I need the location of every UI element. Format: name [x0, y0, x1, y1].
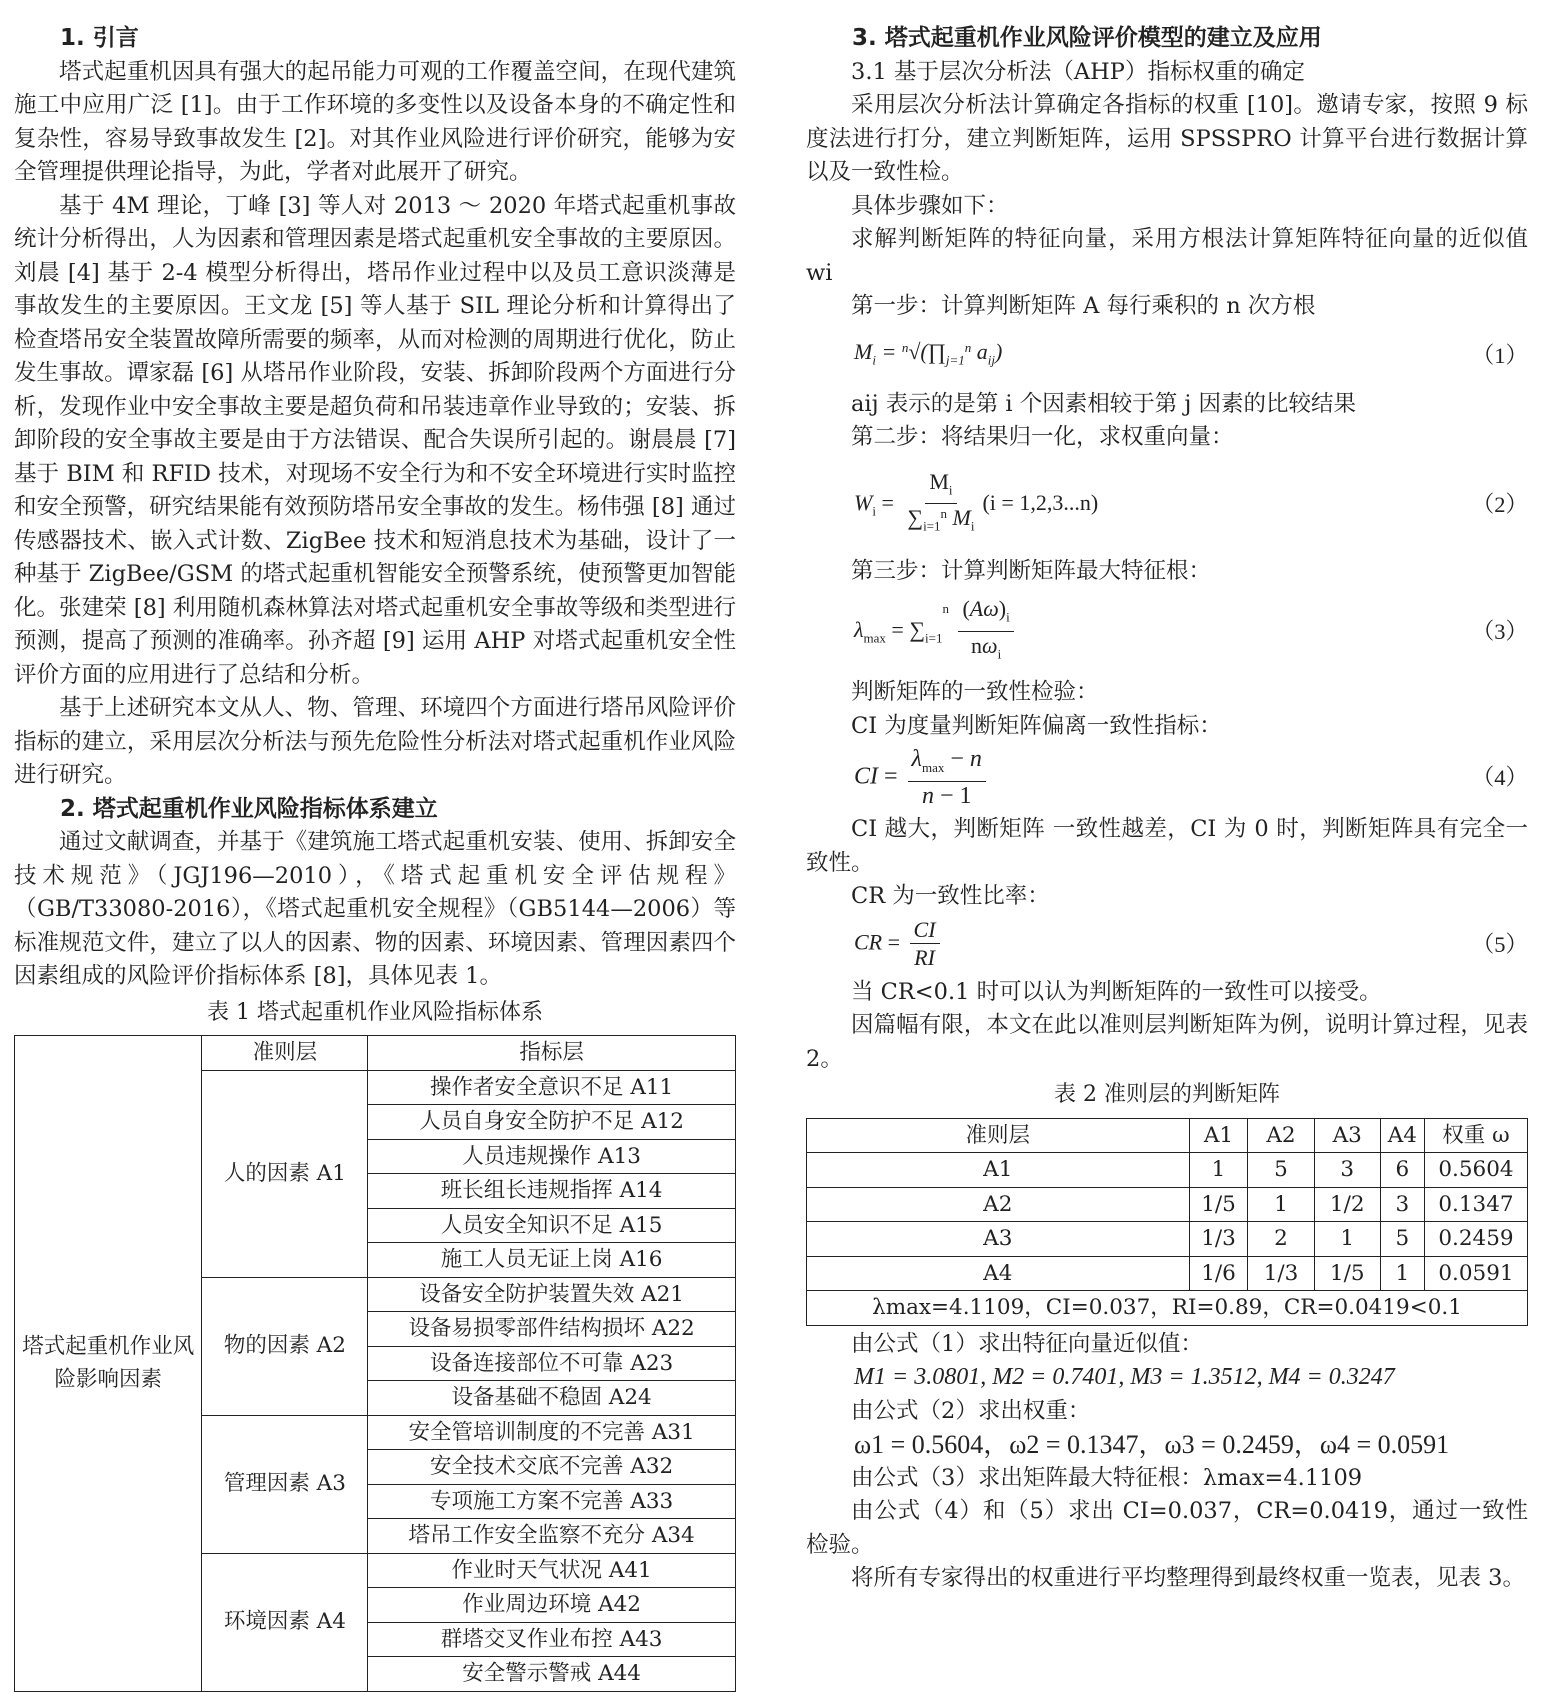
table-2-cell: 1/5 — [1314, 1256, 1380, 1291]
equation-5-number: （5） — [1471, 931, 1528, 957]
table-2-footer-row — [807, 1291, 1528, 1326]
table-1-header-row — [15, 1036, 736, 1071]
table-2-cell: 1/3 — [1189, 1222, 1248, 1257]
table-2-footer: λmax=4.1109，CI=0.037，RI=0.89，CR=0.0419<0.1 — [807, 1291, 1528, 1326]
equation-2 — [806, 455, 1528, 555]
table-1-index-cell: 设备连接部位不可靠 A23 — [368, 1346, 736, 1381]
table-1-criteria-cell: 管理因素 A3 — [202, 1415, 368, 1553]
equation-1-number: （1） — [1471, 342, 1528, 368]
step-1: 第一步：计算判断矩阵 A 每行乘积的 n 次方根 — [851, 293, 1316, 319]
table-2-cell: 1 — [1248, 1187, 1314, 1222]
table-2-row — [807, 1187, 1528, 1222]
table-2-cell: 0.1347 — [1424, 1187, 1527, 1222]
result-4-text: 由公式（4）和（5）求出 CI=0.037，CR=0.0419，通过一致性检验。 — [806, 1498, 1528, 1558]
table-1-index-cell: 安全管培训制度的不完善 A31 — [368, 1415, 736, 1450]
intro-paragraph-3: 基于上述研究本文从人、物、管理、环境四个方面进行塔吊风险评价指标的建立，采用层次分析法与预先危险性分析法对塔式起重机作业风险进行研究。 — [14, 695, 736, 788]
equation-4 — [806, 743, 1528, 813]
equation-1 — [806, 324, 1528, 388]
table-2-cell: 1 — [1380, 1256, 1424, 1291]
table-2-caption: 表 2 准则层的判断矩阵 — [1054, 1082, 1280, 1107]
table-1-index-cell: 作业周边环境 A42 — [368, 1588, 736, 1623]
table-1-index-cell: 安全警示警戒 A44 — [368, 1657, 736, 1692]
table-2-cell: 3 — [1314, 1153, 1380, 1188]
table-1-criteria-cell: 人的因素 A1 — [202, 1070, 368, 1277]
table-1-criteria-header: 准则层 — [202, 1036, 368, 1071]
table-1-criteria-cell: 物的因素 A2 — [202, 1277, 368, 1415]
equation-3 — [806, 588, 1528, 676]
table-1-index-cell: 群塔交叉作业布控 A43 — [368, 1622, 736, 1657]
table-2-row — [807, 1256, 1528, 1291]
intro-paragraph-2: 基于 4M 理论，丁峰 [3] 等人对 2013 ～ 2020 年塔式起重机事故统计分析得出，人为因素和管理因素是塔式起重机安全事故的主要原因。刘晨 [4] 基于 2-4 模型分析得出，塔吊作业过程中以及员工意识淡薄是事故发生的主要原因。王文龙 [5] 等人基于 SIL 理论分析和计算得出了检查塔吊安全装置故障所需要的频率，从而对检测的周期进行优化，防止发生事故。谭家磊 [6] 从塔吊作业阶段，安装、拆卸阶段两个方面进行分析，发现作业中安全事故主要是超负荷和吊装违章作业导致的；安装、拆卸阶段的安全事故主要是由于方法错误、配合失误所引起的。谢晨晨 [7] 基于 BIM 和 RFID 技术，对现场不安全行为和不安全环境进行实时监控和安全预警，研究结果能有效预防塔吊安全事故的发生。杨伟强 [8] 通过传感器技术、嵌入式计数、ZigBee 技术和短消息技术为基础，设计了一种基于 ZigBee/GSM 的塔式起重机智能安全预警系统，使预警更加智能化。张建荣 [8] 利用随机森林算法对塔式起重机安全事故等级和类型进行预测，提高了预测的准确率。孙齐超 [9] 运用 AHP 对塔式起重机安全性评价方面的应用进行了总结和分析。 — [14, 192, 736, 688]
table-1 — [14, 1035, 736, 1692]
equation-5 — [806, 914, 1528, 976]
section-1-title: 1. 引言 — [60, 25, 139, 51]
left-column — [14, 22, 736, 1692]
table-2-cell: 1/6 — [1189, 1256, 1248, 1291]
w-values: ω1 = 0.5604，ω2 = 0.1347，ω3 = 0.2459，ω4 = 0.0591 — [854, 1430, 1450, 1459]
table-2-row — [807, 1222, 1528, 1257]
table-2-cell: 0.2459 — [1424, 1222, 1527, 1257]
m-values: M1 = 3.0801, M2 = 0.7401, M3 = 1.3512, M4 = 0.3247 — [854, 1364, 1395, 1390]
result-1-text: 由公式（1）求出特征向量近似值： — [851, 1330, 1203, 1357]
table-1-index-cell: 人员安全知识不足 A15 — [368, 1208, 736, 1243]
table-2-cell: A3 — [807, 1222, 1190, 1257]
equation-5-body: CR = $\frac{CI}{RI}$ — [854, 917, 944, 972]
result-3-text: 由公式（3）求出矩阵最大特征根：λmax=4.1109 — [851, 1464, 1363, 1491]
table-1-index-cell: 塔吊工作安全监察不充分 A34 — [368, 1519, 736, 1554]
ahp-paragraph: 采用层次分析法计算确定各指标的权重 [10]。邀请专家，按照 9 标度法进行打分，建立判断矩阵，运用 SPSSPRO 计算平台进行数据计算以及一致性检。 — [806, 92, 1528, 185]
table-1-index-cell: 班长组长违规指挥 A14 — [368, 1174, 736, 1209]
aij-note: aij 表示的是第 i 个因素相较于第 j 因素的比较结果 — [851, 390, 1357, 417]
table-2-cell: A4 — [807, 1256, 1190, 1291]
steps-intro: 具体步骤如下： — [851, 192, 1009, 219]
table-1-index-cell: 设备安全防护装置失效 A21 — [368, 1277, 736, 1312]
table-1-index-cell: 设备易损零部件结构损坏 A22 — [368, 1312, 736, 1347]
intro-paragraph-1: 塔式起重机因具有强大的起吊能力可观的工作覆盖空间，在现代建筑施工中应用广泛 [1]。由于工作环境的多变性以及设备本身的不确定性和复杂性，容易导致事故发生 [2]。对其作业风险进行评价研究，能够为安全管理提供理论指导，为此，学者对此展开了研究。 — [14, 58, 736, 185]
section-3-title: 3. 塔式起重机作业风险评价模型的建立及应用 — [852, 25, 1322, 51]
table-1-index-header: 指标层 — [368, 1036, 736, 1071]
equation-2-body: $W_i$ = $\frac{M_i}{\sum_{i=1}^n M_i}$ (i = 1,2,3...n) — [854, 468, 1099, 534]
table-2-intro: 因篇幅有限，本文在此以准则层判断矩阵为例，说明计算过程，见表 2。 — [806, 1012, 1528, 1072]
right-column — [806, 22, 1528, 1596]
ci-note: CI 越大，判断矩阵 一致性越差，CI 为 0 时，判断矩阵具有完全一致性。 — [806, 816, 1528, 876]
section-2-title: 2. 塔式起重机作业风险指标体系建立 — [60, 795, 438, 822]
equation-4-number: （4） — [1471, 765, 1528, 791]
ci-definition: CI 为度量判断矩阵偏离一致性指标： — [851, 712, 1222, 739]
eigenvector-paragraph: 求解判断矩阵的特征向量，采用方根法计算矩阵特征向量的近似值 wi — [806, 226, 1528, 286]
step-2: 第二步：将结果归一化，求权重向量： — [851, 424, 1234, 450]
equation-2-number: （2） — [1471, 491, 1528, 517]
table-2-cell: 1/5 — [1189, 1187, 1248, 1222]
table-2-cell: 1 — [1189, 1153, 1248, 1188]
table-1-index-cell: 施工人员无证上岗 A16 — [368, 1243, 736, 1278]
table-2-cell: A1 — [807, 1153, 1190, 1188]
table-2-cell: 5 — [1248, 1153, 1314, 1188]
table-2-header-row — [807, 1118, 1528, 1153]
table-2-cell: 0.0591 — [1424, 1256, 1527, 1291]
table-2-cell: 5 — [1380, 1222, 1424, 1257]
table-2-cell: 6 — [1380, 1153, 1424, 1188]
table-1-index-cell: 专项施工方案不完善 A33 — [368, 1484, 736, 1519]
table-1-root-cell: 塔式起重机作业风险影响因素 — [15, 1036, 202, 1692]
cr-definition: CR 为一致性比率： — [851, 883, 1050, 909]
table-2-header-cell: A4 — [1380, 1118, 1424, 1153]
table-2-header-cell: A2 — [1248, 1118, 1314, 1153]
table-2-cell: 3 — [1380, 1187, 1424, 1222]
table-2-cell: 2 — [1248, 1222, 1314, 1257]
table-1-index-cell: 人员自身安全防护不足 A12 — [368, 1105, 736, 1140]
table-2-header-cell: 权重 ω — [1424, 1118, 1527, 1153]
table-1-index-cell: 作业时天气状况 A41 — [368, 1553, 736, 1588]
table-1-caption: 表 1 塔式起重机作业风险指标体系 — [207, 999, 543, 1025]
table-2-cell: 1 — [1314, 1222, 1380, 1257]
result-5-text: 将所有专家得出的权重进行平均整理得到最终权重一览表，见表 3。 — [851, 1565, 1525, 1591]
section-3-1-title: 3.1 基于层次分析法（AHP）指标权重的确定 — [851, 58, 1305, 85]
table-2-row — [807, 1153, 1528, 1188]
table-2-cell: 0.5604 — [1424, 1153, 1527, 1188]
table-2-cell: 1/3 — [1248, 1256, 1314, 1291]
table-1-index-cell: 人员违规操作 A13 — [368, 1139, 736, 1174]
equation-1-body: $M_i$ = $^n√(\prod_{j=1}^n$ $a_{ij}$) — [854, 338, 1003, 367]
table-2-header-cell: A1 — [1189, 1118, 1248, 1153]
table-1-index-cell: 设备基础不稳固 A24 — [368, 1381, 736, 1416]
table-2-header-cell: A3 — [1314, 1118, 1380, 1153]
equation-3-body: $\lambda_{max} = \sum_{i=1}^n$ $\frac{(A\omega)_i}{n\omega_i}$ — [854, 596, 1018, 668]
table-2 — [806, 1118, 1528, 1326]
table-1-index-cell: 安全技术交底不完善 A32 — [368, 1450, 736, 1485]
table-2-cell: A2 — [807, 1187, 1190, 1222]
equation-3-number: （3） — [1471, 619, 1528, 645]
section-2-paragraph: 通过文献调查，并基于《建筑施工塔式起重机安装、使用、拆卸安全技术规范》（JGJ196—2010），《塔式起重机安全评估规程》（GB/T33080-2016），《塔式起重机安全规程》（GB5144—2006）等标准规范文件，建立了以人的因素、物的因素、环境因素、管理因素四个因素组成的风险评价指标体系 [8]，具体见表 1。 — [14, 829, 736, 989]
table-1-index-cell: 操作者安全意识不足 A11 — [368, 1070, 736, 1105]
result-2-text: 由公式（2）求出权重： — [851, 1397, 1091, 1424]
consistency-heading: 判断矩阵的一致性检验： — [851, 679, 1099, 705]
table-2-cell: 1/2 — [1314, 1187, 1380, 1222]
table-1-criteria-cell: 环境因素 A4 — [202, 1553, 368, 1691]
table-2-header-cell: 准则层 — [807, 1118, 1190, 1153]
cr-acceptance: 当 CR<0.1 时可以认为判断矩阵的一致性可以接受。 — [851, 978, 1382, 1005]
equation-4-body: CI = $\frac{\lambda_{max} - n}{n - 1}$ — [854, 746, 990, 810]
step-3: 第三步：计算判断矩阵最大特征根： — [851, 557, 1212, 584]
